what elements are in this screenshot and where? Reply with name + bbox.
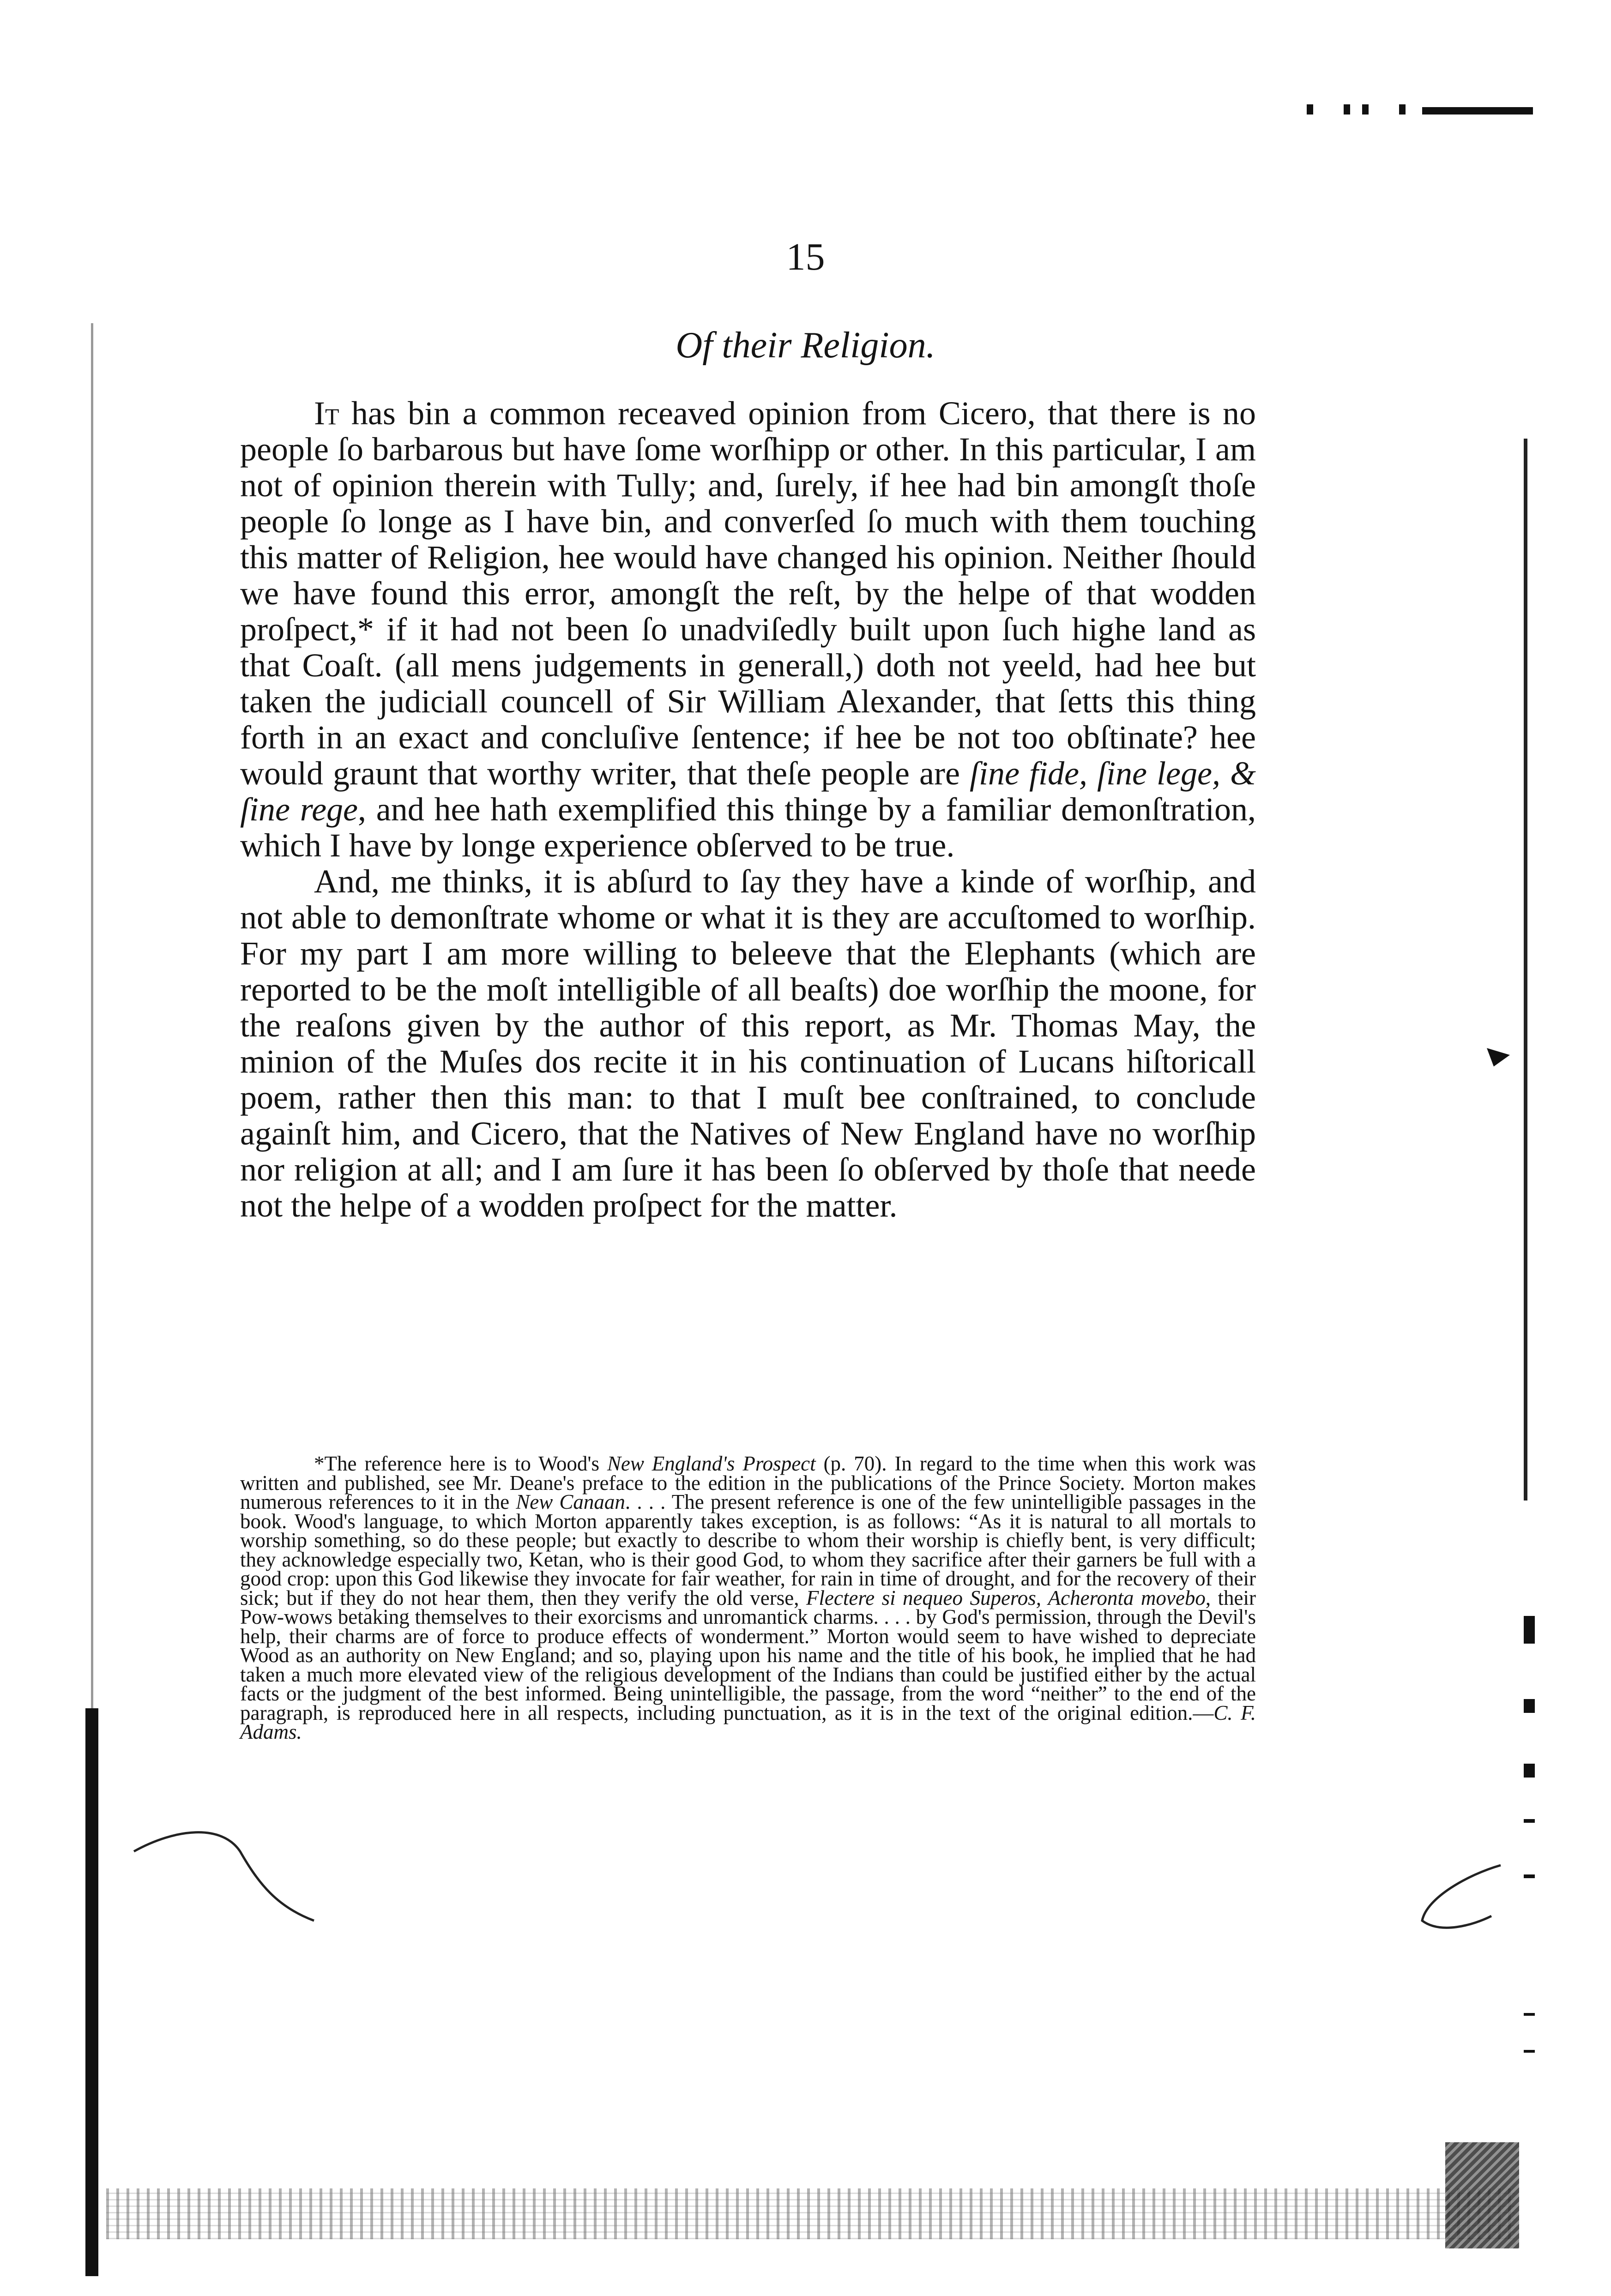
page-number: 15 bbox=[786, 235, 825, 278]
latin-phrase: ſine fide, ſine lege, & ſine rege bbox=[240, 755, 1256, 828]
scan-top-ticks bbox=[1307, 104, 1408, 114]
body-text bbox=[240, 395, 1256, 1223]
footnote-text: , their Pow-wows betaking themselves to their exorcisms and unromantick charms. . . . by God's permission, through the Devil's help, their charms are of force to produce effects of wonderment.” Morton would seem to have wished to depreciate Wood as an authority on New England; and so, playing upon his name and the title of his book, he implied that he had taken a much more elevated view of the religious development of the Indians than could be justified either by the actual facts or the judgment of the best informed. Being unintelligible, the passage, from the word “neither” to the end of the paragraph, is reproduced here in all respects, including punctuation, as it is in the text of the original edition.— bbox=[240, 1586, 1256, 1724]
paragraph-2: And, me thinks, it is abſurd to ſay they have a kinde of worſhip, and not able to demonſtrate whome or what it is they are accuſtomed to worſhip. For my part I am more willing to beleeve that the Elephants (which are reported to be the moſt intelligible of all beaſts) doe worſhip the moone, for the reaſons given by the author of this report, as Mr. Thomas May, the minion of the Muſes dos recite it in his continuation of Lucans hiſtoricall poem, rather then this man: to that I muſt bee conſtrained, to conclude againſt him, and Cicero, that the Natives of New England have no worſhip nor religion at all; and I am ſure it has been ſo obſerved by thoſe that neede not the helpe of a wodden proſpect for the matter. bbox=[240, 863, 1256, 1224]
pen-bracket-left bbox=[134, 1832, 314, 1921]
footnote-signature: C. F. Adams. bbox=[240, 1701, 1256, 1743]
footnote-book-title: New England's Prospect bbox=[607, 1452, 816, 1475]
footnote-text: . . . . The present reference is one of the few unintelligible passages in the book. Wood's language, to which Morton apparently takes exception, is as follows: “As it is natural to all mortals to worship something, so do these people; but exactly to describe to whom their worship is chiefly bent, is very difficult; they acknowledge especially two, Ketan, who is their good God, to whom they sacrifice after their garners be full with a good crop: upon this God likewise they invocate for fair weather, for rain in time of drought, and for the recovery of their sick; but if they do not hear them, then they verify the old verse, bbox=[240, 1490, 1256, 1609]
scan-right-edge bbox=[1524, 439, 1527, 1501]
pen-squiggle-right bbox=[1422, 1865, 1501, 1928]
scan-right-ticks bbox=[1524, 1616, 1535, 2078]
pen-arrow-mark bbox=[1487, 1048, 1510, 1067]
section-title: Of their Religion. bbox=[676, 325, 935, 366]
paragraph-1-tail: , and hee hath exemplified this thinge by a familiar demonſtration, which I have by longe experience obſerved to be true. bbox=[240, 791, 1256, 864]
footnote-text: (p. 70). In regard to the time when this work was written and published, see Mr. Deane's preface to the edition in the publications of the Prince Society. Morton makes numerous references to it in the bbox=[240, 1452, 1256, 1513]
drop-lead: It bbox=[314, 395, 339, 432]
scan-bottom-noise bbox=[106, 2188, 1514, 2239]
scan-binding-shadow bbox=[85, 1708, 98, 2276]
scan-margin-line bbox=[91, 323, 93, 1708]
footnote-book-title: New Canaan bbox=[516, 1490, 625, 1513]
scan-corner-smudge bbox=[1445, 2142, 1519, 2248]
footnote-latin-verse: Flectere si nequeo Superos, Acheronta movebo bbox=[806, 1586, 1206, 1609]
paragraph-1-text: has bin a common receaved opinion from Cicero, that there is no people ſo barbarous but have ſome worſhipp or other. In this particular, I am not of opinion therein with Tully; and, ſurely, if hee had bin amongſt thoſe people ſo longe as I have bin, and converſed ſo much with them touching this matter of Religion, hee would have changed his opinion. Neither ſhould we have found this error, amongſt the reſt, by the helpe of that wodden proſpect,* if it had not been ſo unadviſedly built upon ſuch highe land as that Coaſt. (all mens judgements in generall,) doth not yeeld, had hee but taken the judiciall councell of Sir William Alexander, that ſetts this thing forth in an exact and concluſive ſentence; if hee be not too obſtinate? hee would graunt that worthy writer, that theſe people are bbox=[240, 395, 1256, 792]
paragraph-1 bbox=[240, 395, 1256, 863]
footnote bbox=[240, 1454, 1256, 1742]
footnote-text: *The reference here is to Wood's bbox=[314, 1452, 607, 1475]
scan-top-mark bbox=[1422, 107, 1533, 114]
